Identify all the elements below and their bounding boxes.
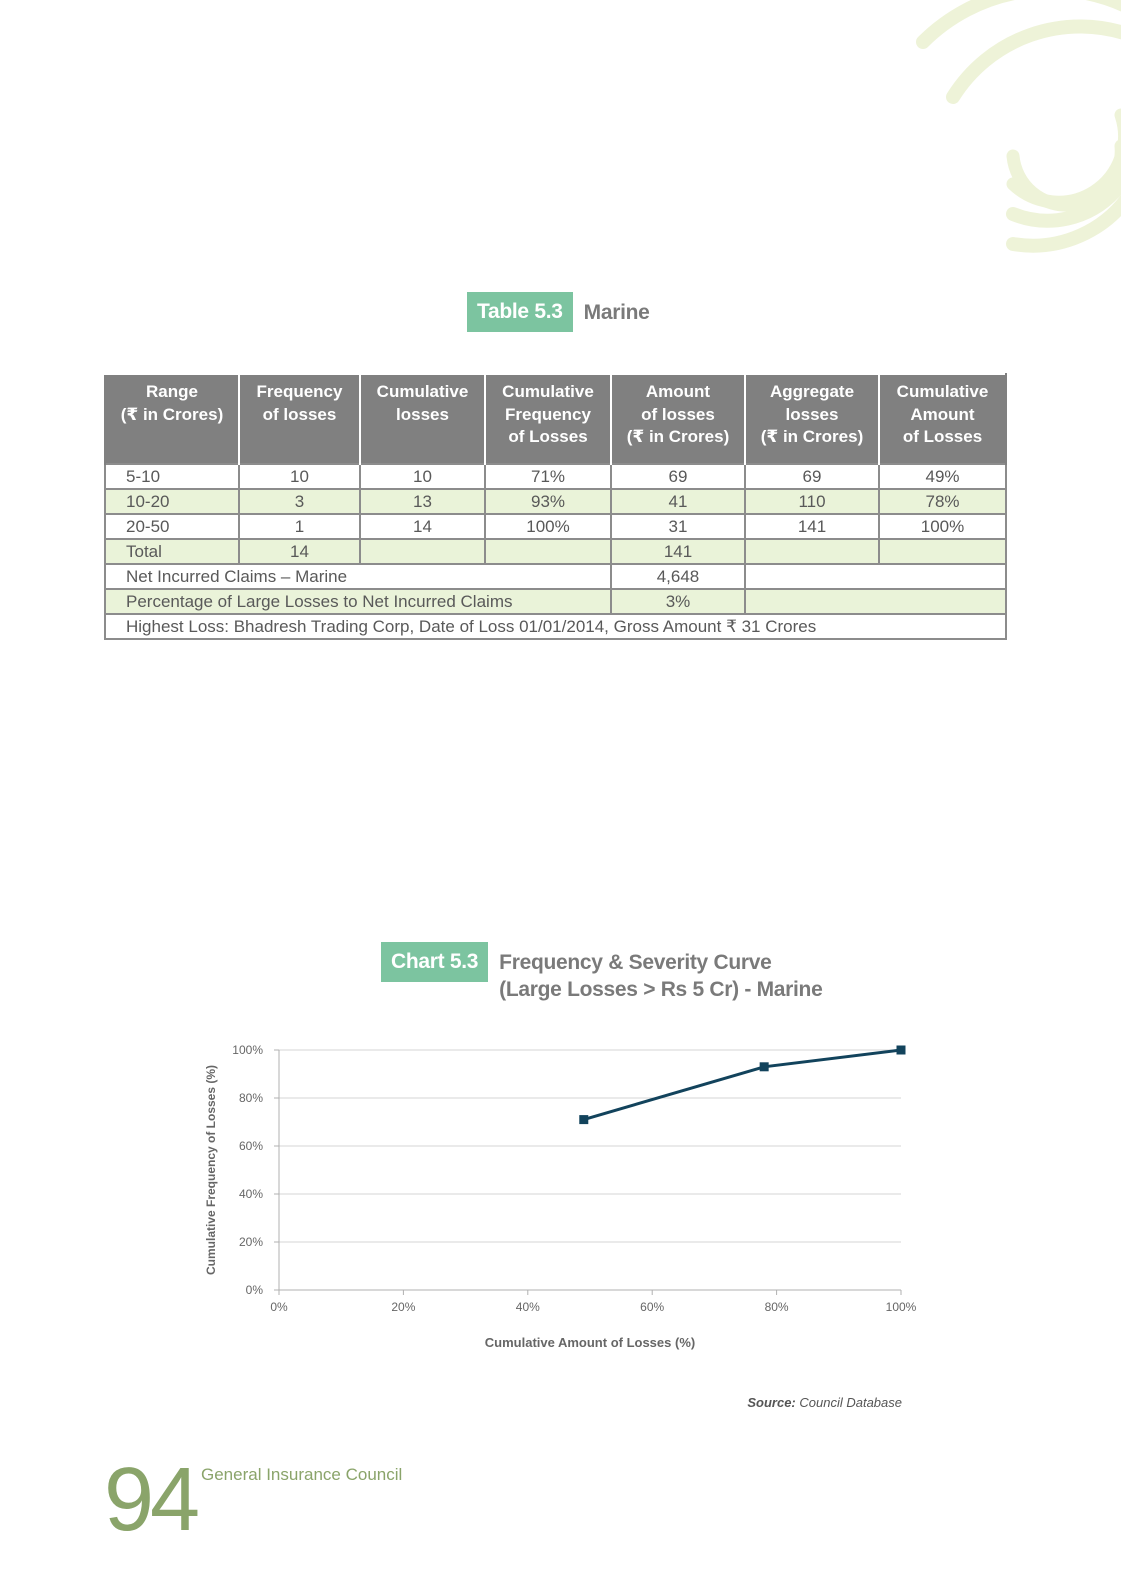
x-tick-label: 60% xyxy=(640,1300,665,1314)
cell-amount: 41 xyxy=(611,489,745,514)
x-tick-label: 0% xyxy=(270,1300,288,1314)
chart-badge: Chart 5.3 xyxy=(381,942,488,982)
highest-loss: Highest Loss: Bhadresh Trading Corp, Date of Loss 01/01/2014, Gross Amount ₹ 31 Crores xyxy=(105,614,1006,639)
header-range: Range (₹ in Crores) xyxy=(105,374,239,464)
source-note xyxy=(700,1395,902,1410)
cell-range: 20-50 xyxy=(105,514,239,539)
x-tick-label: 100% xyxy=(885,1300,917,1314)
header-cumulative-amount: Cumulative Amount of Losses xyxy=(879,374,1006,464)
percentage-label: Percentage of Large Losses to Net Incurred Claims xyxy=(105,589,611,614)
cell-range: 5-10 xyxy=(105,464,239,489)
publisher-name: General Insurance Council xyxy=(201,1465,403,1484)
total-label: Total xyxy=(105,539,239,564)
cell-amount: 69 xyxy=(611,464,745,489)
cell-cumulative-frequency: 100% xyxy=(485,514,611,539)
cell-aggregate: 110 xyxy=(745,489,879,514)
cell-frequency: 10 xyxy=(239,464,360,489)
chart-title-line2: (Large Losses > Rs 5 Cr) - Marine xyxy=(499,978,823,1001)
cell-aggregate: 69 xyxy=(745,464,879,489)
cell-cumulative-frequency: 71% xyxy=(485,464,611,489)
page-number: 94 xyxy=(104,1450,197,1550)
header-frequency: Frequency of losses xyxy=(239,374,360,464)
y-axis-label: Cumulative Frequency of Losses (%) xyxy=(204,1064,218,1276)
y-tick-label: 20% xyxy=(238,1235,263,1249)
total-frequency: 14 xyxy=(239,539,360,564)
cell-cumulative-frequency: 93% xyxy=(485,489,611,514)
data-point xyxy=(579,1115,588,1124)
cell-frequency: 1 xyxy=(239,514,360,539)
y-tick-label: 0% xyxy=(245,1283,263,1297)
x-tick-label: 80% xyxy=(764,1300,789,1314)
x-tick-label: 40% xyxy=(515,1300,540,1314)
header-cumulative-losses: Cumulative losses xyxy=(360,374,485,464)
x-tick-label: 20% xyxy=(391,1300,416,1314)
cell-cumulative-losses: 10 xyxy=(360,464,485,489)
net-claims-value: 4,648 xyxy=(611,564,745,589)
table-badge: Table 5.3 xyxy=(467,292,573,332)
header-amount: Amount of losses (₹ in Crores) xyxy=(611,374,745,464)
table-title: Marine xyxy=(583,301,650,324)
data-point xyxy=(760,1062,769,1071)
cell-cumulative-losses: 14 xyxy=(360,514,485,539)
header-aggregate: Aggregate losses (₹ in Crores) xyxy=(745,374,879,464)
cell-frequency: 3 xyxy=(239,489,360,514)
cell-cumulative-amount: 100% xyxy=(879,514,1006,539)
series-line xyxy=(584,1050,901,1120)
cell-cumulative-losses: 13 xyxy=(360,489,485,514)
source-label: Source: xyxy=(747,1395,796,1410)
cell-amount: 31 xyxy=(611,514,745,539)
data-point xyxy=(897,1046,906,1055)
y-tick-label: 100% xyxy=(232,1043,263,1057)
y-tick-label: 40% xyxy=(238,1187,263,1201)
header-cumulative-frequency: Cumulative Frequency of Losses xyxy=(485,374,611,464)
cell-range: 10-20 xyxy=(105,489,239,514)
total-amount: 141 xyxy=(611,539,745,564)
percentage-value: 3% xyxy=(611,589,745,614)
cell-cumulative-amount: 78% xyxy=(879,489,1006,514)
chart-title-line1: Frequency & Severity Curve xyxy=(499,951,772,974)
cell-cumulative-amount: 49% xyxy=(879,464,1006,489)
y-tick-label: 60% xyxy=(238,1139,263,1153)
cell-aggregate: 141 xyxy=(745,514,879,539)
x-axis-label: Cumulative Amount of Losses (%) xyxy=(484,1335,696,1350)
source-text: Council Database xyxy=(795,1395,902,1410)
y-tick-label: 80% xyxy=(238,1091,263,1105)
net-claims-label: Net Incurred Claims – Marine xyxy=(105,564,611,589)
